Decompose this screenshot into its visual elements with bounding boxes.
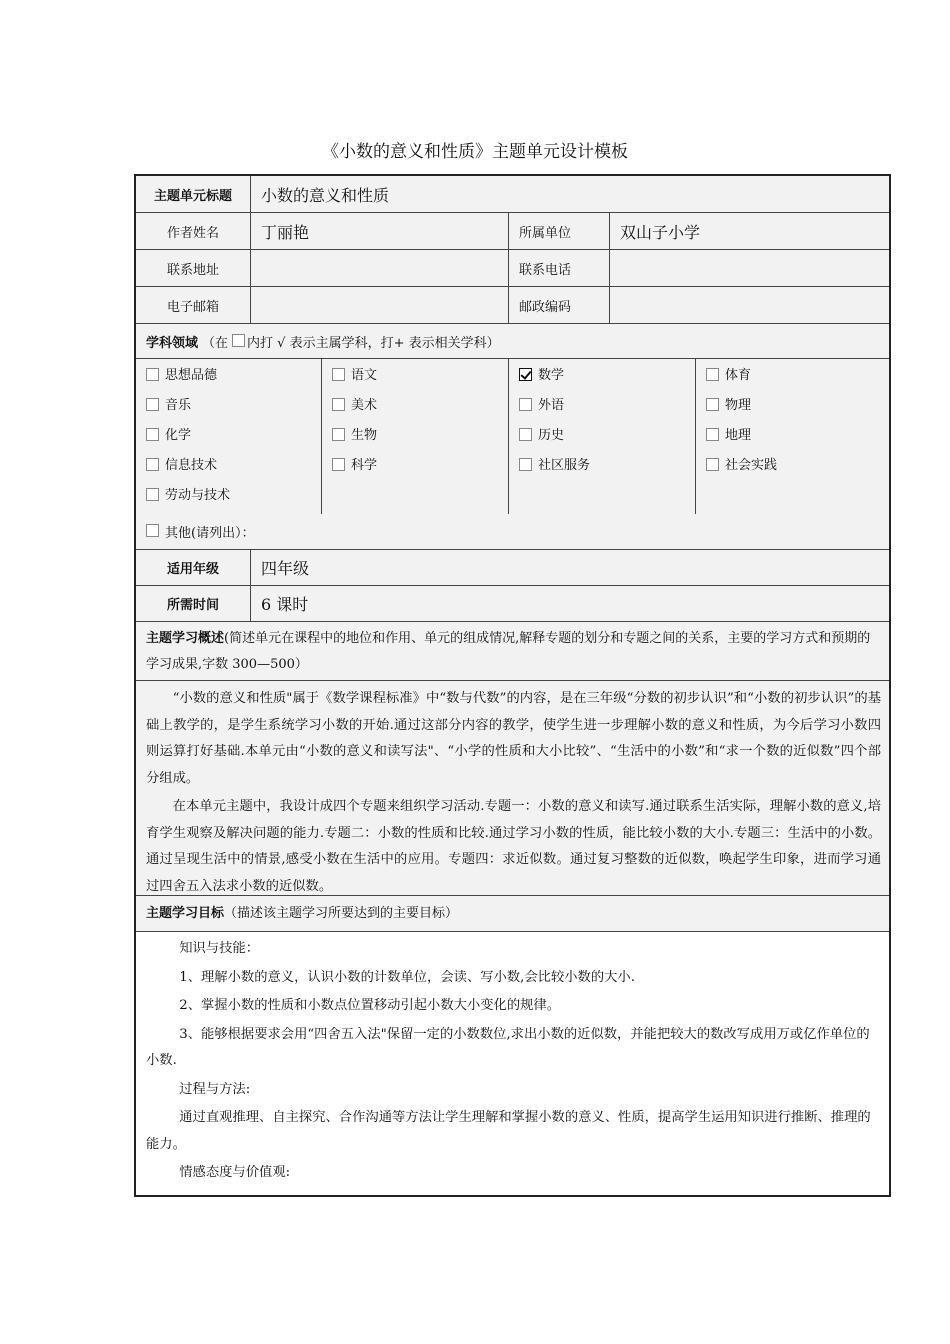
design-form	[134, 174, 891, 1197]
checkbox-icon[interactable]	[146, 458, 159, 471]
subject-item[interactable]: 历史	[509, 427, 695, 457]
objective-line: 通过直观推理、自主探究、合作沟通等方法让学生理解和掌握小数的意义、性质，提高学生运用知识进行推断、推理的能力。	[146, 1110, 871, 1152]
row-unit-title	[136, 176, 889, 213]
subject-column-2	[322, 359, 509, 514]
objectives-note: （描述该主题学习所要达到的主要目标）	[224, 905, 459, 921]
subject-note-before: （在	[202, 335, 229, 351]
checked-checkbox-icon[interactable]	[519, 368, 532, 381]
unit-title-field[interactable]: 小数的意义和性质	[261, 185, 390, 205]
objectives-heading	[136, 896, 889, 931]
subject-note-after: 内打 √ 表示主属学科，打+ 表示相关学科）	[247, 335, 500, 351]
subject-item[interactable]: 社会实践	[696, 457, 889, 487]
overview-heading-label: 主题学习概述	[146, 631, 225, 646]
time-field[interactable]: 6 课时	[261, 595, 309, 614]
checkbox-icon[interactable]	[146, 398, 159, 411]
subject-column-3	[509, 359, 696, 514]
checkbox-icon[interactable]	[332, 428, 345, 441]
legend-checkbox-icon	[232, 334, 245, 347]
checkbox-icon[interactable]	[332, 368, 345, 381]
objective-line: 知识与技能：	[179, 941, 260, 956]
checkbox-icon[interactable]	[332, 458, 345, 471]
grade-label: 适用年级	[136, 550, 251, 585]
row-objectives-content	[136, 932, 889, 1195]
subject-item[interactable]: 数学	[509, 367, 695, 397]
subject-heading	[136, 324, 889, 358]
objective-line: 情感态度与价值观:	[179, 1165, 291, 1180]
subject-column-1	[136, 359, 322, 514]
subject-item[interactable]: 生物	[322, 427, 508, 457]
address-field[interactable]	[251, 250, 509, 286]
subject-item[interactable]: 音乐	[136, 397, 321, 427]
subject-item[interactable]: 科学	[322, 457, 508, 487]
row-overview-heading	[136, 622, 889, 681]
author-field[interactable]: 丁丽艳	[251, 213, 509, 249]
row-email	[136, 287, 889, 324]
unit-label: 所属单位	[509, 213, 610, 249]
objective-line: 过程与方法:	[179, 1081, 251, 1097]
title-suffix: 主题单元设计模板	[492, 142, 628, 162]
time-label: 所需时间	[136, 586, 251, 621]
subject-item[interactable]: 外语	[509, 397, 695, 427]
objective-line: 2、掌握小数的性质和小数点位置移动引起小数大小变化的规律。	[179, 998, 561, 1013]
overview-note: (简述单元在课程中的地位和作用、单元的组成情况,解释专题的划分和专题之间的关系，主要的学习方式和预期的学习成果,字数 300—500）	[146, 631, 871, 672]
row-overview-content	[136, 681, 889, 896]
postcode-label: 邮政编码	[509, 287, 610, 323]
row-grade	[136, 550, 889, 586]
checkbox-icon[interactable]	[706, 458, 719, 471]
checkbox-icon[interactable]	[332, 398, 345, 411]
subject-item[interactable]: 化学	[136, 427, 321, 457]
title-main: 《小数的意义和性质》	[322, 142, 492, 162]
objective-line: 1、理解小数的意义，认识小数的计数单位，会读、写小数,会比较小数的大小.	[179, 969, 635, 985]
phone-field[interactable]	[610, 250, 889, 286]
subject-item[interactable]: 信息技术	[136, 457, 321, 487]
postcode-field[interactable]	[610, 287, 889, 323]
row-address	[136, 250, 889, 287]
checkbox-icon[interactable]	[146, 428, 159, 441]
subject-heading-label: 学科领域	[146, 335, 199, 351]
address-label: 联系地址	[136, 250, 251, 286]
subject-item[interactable]: 社区服务	[509, 457, 695, 487]
subject-item[interactable]: 美术	[322, 397, 508, 427]
author-label: 作者姓名	[136, 213, 251, 249]
checkbox-icon[interactable]	[706, 428, 719, 441]
subject-item[interactable]: 语文	[322, 367, 508, 397]
objectives-heading-label: 主题学习目标	[146, 905, 225, 921]
other-subject[interactable]: 其他(请列出）：	[136, 514, 889, 549]
subject-item[interactable]: 体育	[696, 367, 889, 397]
subject-item[interactable]: 地理	[696, 427, 889, 457]
checkbox-icon[interactable]	[519, 458, 532, 471]
email-label: 电子邮箱	[136, 287, 251, 323]
checkbox-icon[interactable]	[146, 488, 159, 501]
checkbox-icon[interactable]	[146, 368, 159, 381]
page-title	[0, 137, 950, 162]
subject-item[interactable]: 劳动与技术	[136, 487, 321, 517]
checkbox-icon[interactable]	[519, 398, 532, 411]
row-subjects	[136, 359, 889, 514]
objective-line: 3、能够根据要求会用“四舍五入法"保留一定的小数数位,求出小数的近似数，并能把较大的数改写成用万或亿作单位的小数.	[146, 1026, 870, 1068]
checkbox-icon[interactable]	[706, 368, 719, 381]
unit-title-label: 主题单元标题	[136, 176, 251, 212]
overview-heading	[136, 622, 889, 678]
overview-paragraph: “小数的意义和性质"属于《数学课程标准》中“数与代数”的内容，是在三年级“分数的初步认识”和“小数的初步认识”的基础上教学的，是学生系统学习小数的开始.通过这部分内容的教学，使学生进一步理解小数的意义和性质，为今后学习小数四则运算打好基础.本单元由“小数的意义和读写法"、“小学的性质和大小比较”、“生活中的小数”和“求一个数的近似数”四个部分组成。	[146, 691, 881, 786]
subject-column-4	[696, 359, 889, 514]
subject-item[interactable]: 物理	[696, 397, 889, 427]
phone-label: 联系电话	[509, 250, 610, 286]
checkbox-icon[interactable]	[519, 428, 532, 441]
row-subject-heading	[136, 324, 889, 359]
grade-field[interactable]: 四年级	[261, 559, 310, 578]
row-objectives-heading	[136, 896, 889, 932]
email-field[interactable]	[251, 287, 509, 323]
subject-item[interactable]: 思想品德	[136, 367, 321, 397]
unit-field[interactable]: 双山子小学	[620, 222, 701, 242]
row-other	[136, 514, 889, 550]
overview-paragraph: 在本单元主题中，我设计成四个专题来组织学习活动.专题一：小数的意义和读写.通过联系生活实际，理解小数的意义,培育学生观察及解决问题的能力.专题二：小数的性质和比较.通过学习小数的性质，能比较小数的大小.专题三：生活中的小数。通过呈现生活中的情景,感受小数在生活中的应用。专题四：求近似数。通过复习整数的近似数，唤起学生印象，进而学习通过四舍五入法求小数的近似数。	[146, 799, 881, 894]
row-time	[136, 586, 889, 622]
checkbox-icon[interactable]	[706, 398, 719, 411]
checkbox-icon[interactable]	[146, 524, 159, 537]
row-author	[136, 213, 889, 250]
